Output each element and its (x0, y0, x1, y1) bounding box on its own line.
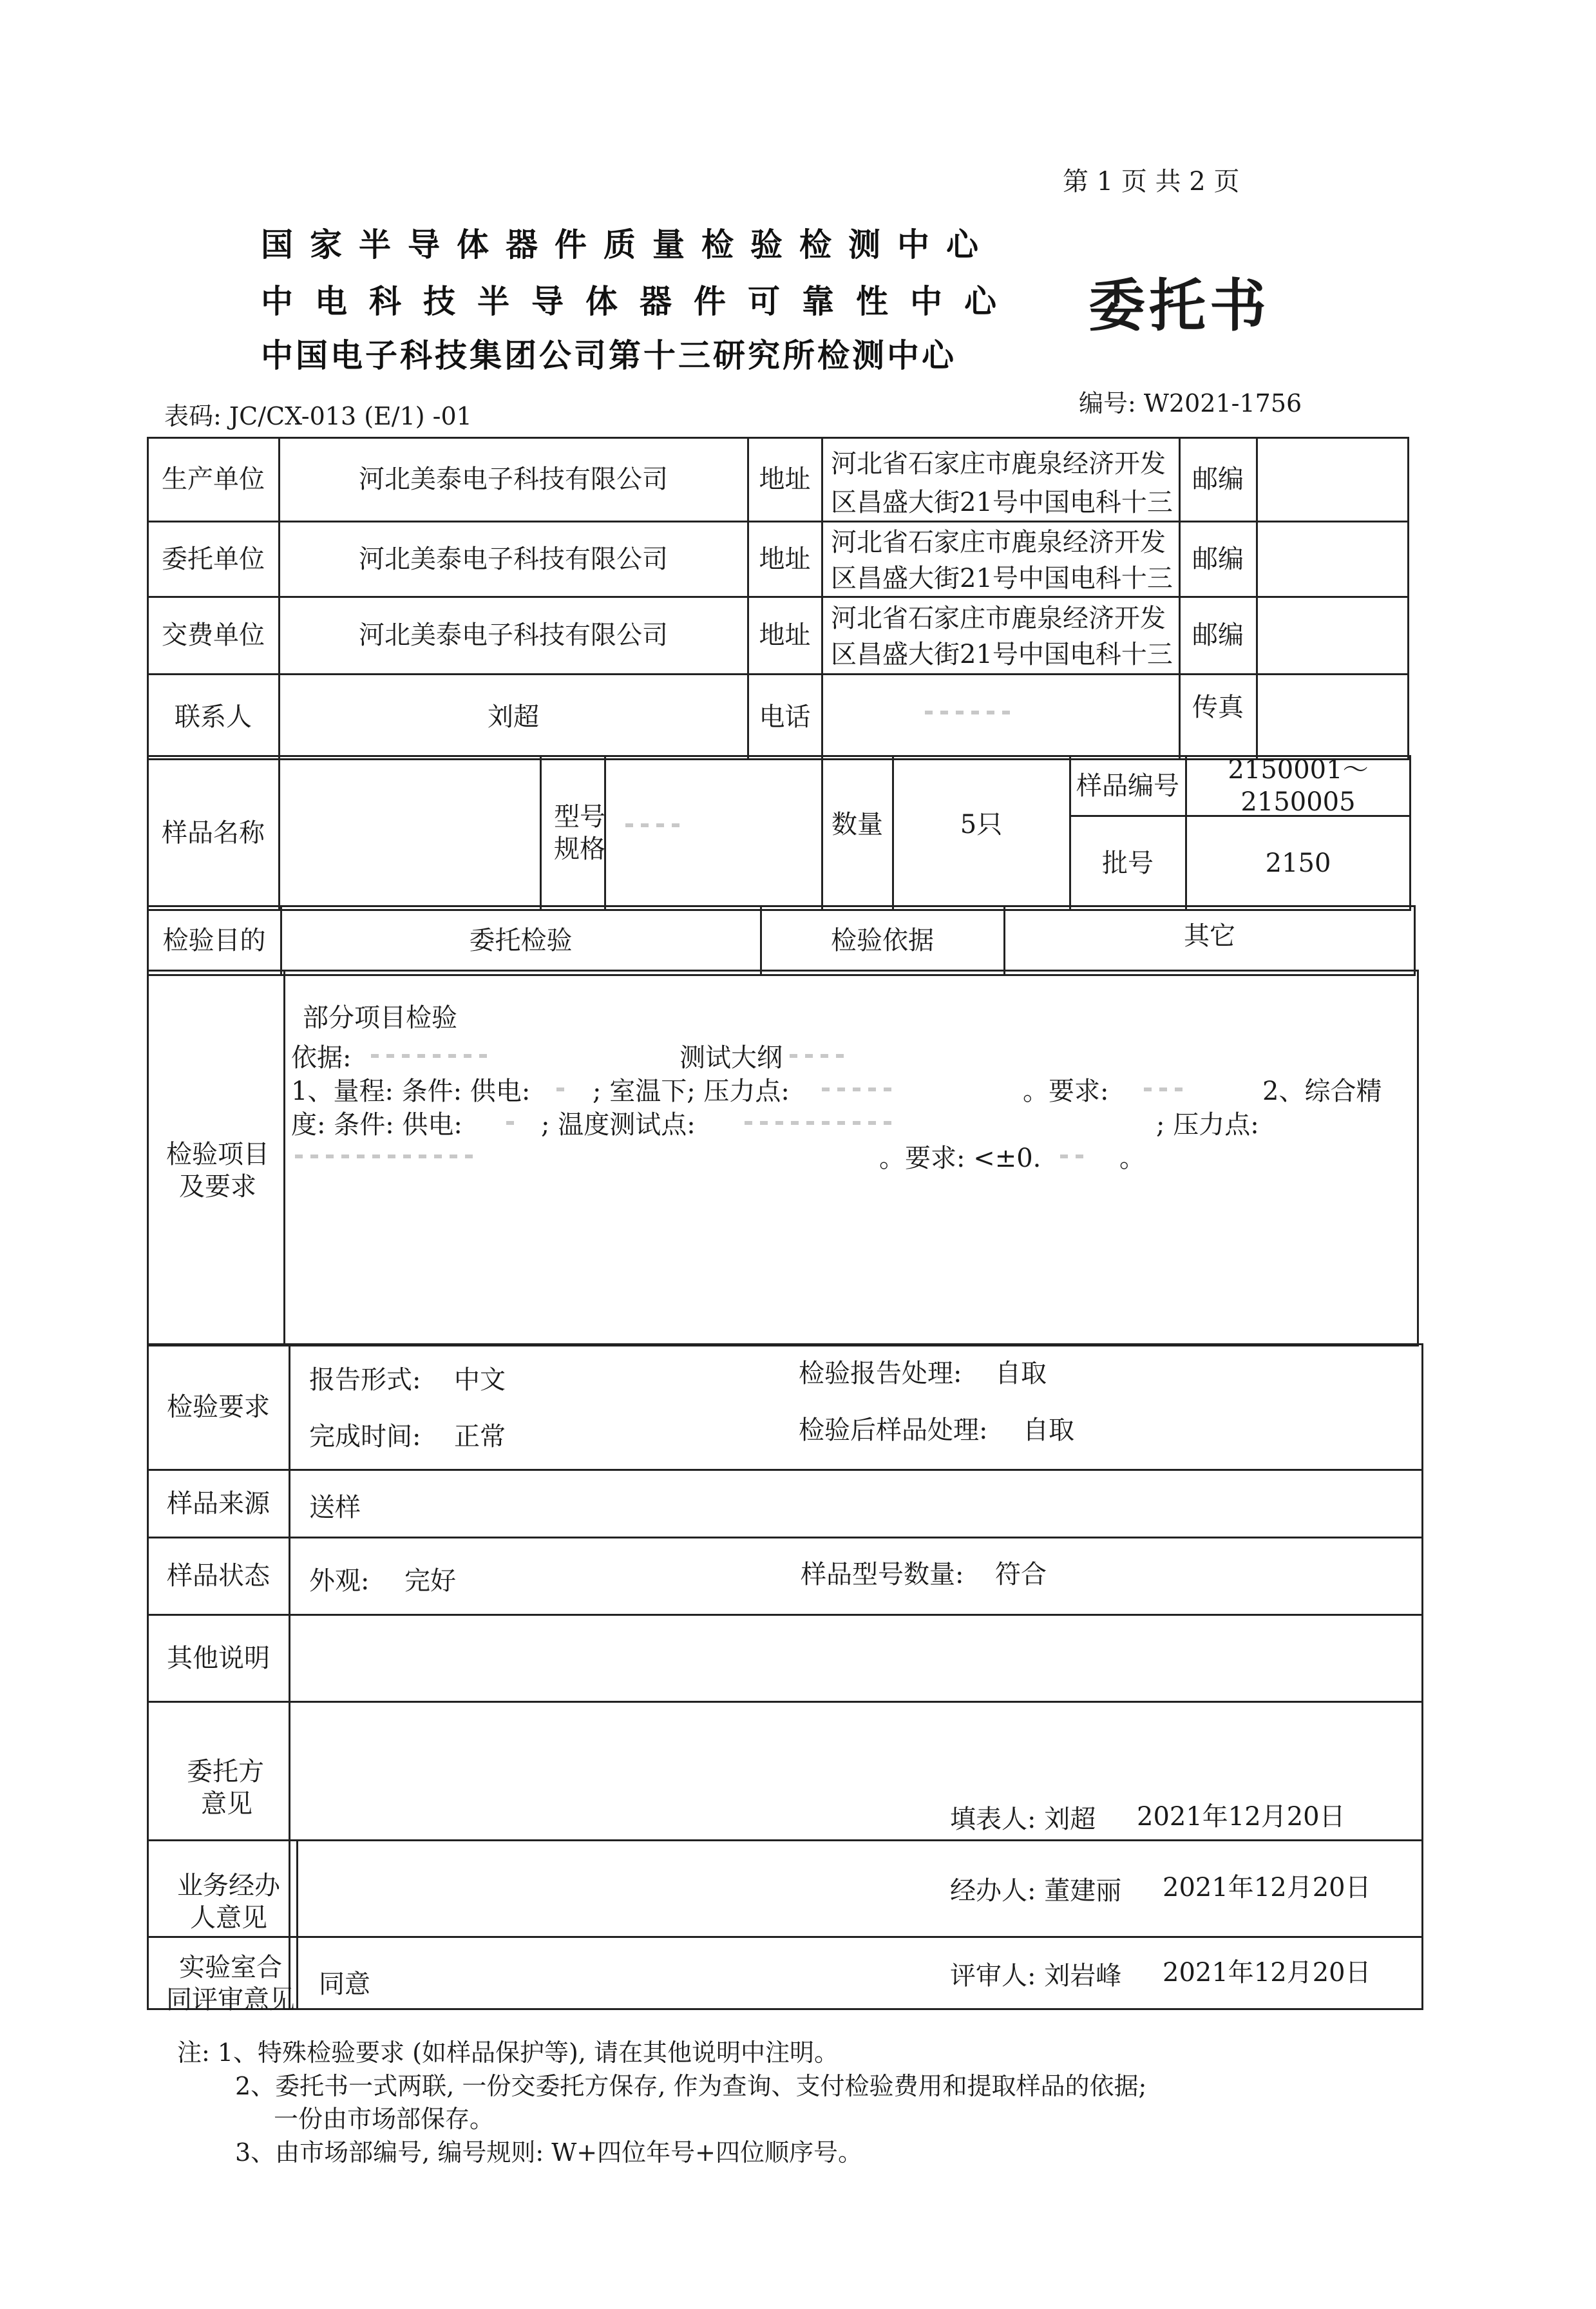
payer-address-line1: 河北省石家庄市鹿泉经济开发 (831, 604, 1166, 633)
business-opinion-label-1: 业务经办 (177, 1871, 280, 1901)
items-line-5b: 。 (1119, 1144, 1145, 1173)
purpose-value: 委托检验 (469, 926, 573, 955)
items-line-3b: ; 室温下; 压力点: (593, 1077, 790, 1106)
finish-time-value: 正常 (454, 1422, 506, 1452)
client-address-line1: 河北省石家庄市鹿泉经济开发 (831, 528, 1166, 557)
accuracy-redacted (1056, 1149, 1114, 1157)
items-label-2: 及要求 (179, 1172, 256, 1202)
batch-value: 2150 (1265, 848, 1331, 878)
quantity-value: 5只 (960, 810, 1003, 839)
payer-zip-label: 邮编 (1192, 620, 1244, 650)
business-opinion-label-2: 人意见 (190, 1903, 267, 1933)
lab-opinion-value: 同意 (319, 1969, 370, 1999)
batch-label: 批号 (1102, 848, 1154, 878)
note-1: 注: 1、特殊检验要求 (如样品保护等), 请在其他说明中注明。 (177, 2038, 839, 2067)
note-2: 2、委托书一式两联, 一份交委托方保存, 作为查询、支付检验费用和提取样品的依据; (235, 2072, 1147, 2100)
model-label-2: 规格 (554, 834, 605, 864)
producer-address-label: 地址 (759, 465, 811, 494)
source-label: 样品来源 (167, 1488, 270, 1519)
sample-name-label: 样品名称 (162, 818, 265, 848)
producer-address-line2: 区昌盛大街21号中国电科十三 (831, 488, 1173, 517)
phone-redacted (921, 705, 1088, 718)
lab-opinion-label-1: 实验室合 (179, 1953, 282, 1982)
serial-number: 编号: W2021-1756 (1079, 389, 1302, 417)
report-handle-value: 自取 (995, 1359, 1047, 1388)
payer-label: 交费单位 (162, 620, 265, 650)
report-form-value: 中文 (454, 1365, 506, 1395)
report-handle-label: 检验报告处理: (799, 1359, 962, 1388)
contact-label: 联系人 (175, 702, 252, 732)
client-opinion-signer: 填表人: 刘超 (950, 1805, 1096, 1834)
client-opinion-date: 2021年12月20日 (1137, 1802, 1345, 1832)
appearance-label: 外观: (309, 1566, 370, 1596)
basis-code-redacted (786, 1049, 934, 1057)
producer-label: 生产单位 (162, 465, 265, 494)
finish-time-label: 完成时间: (309, 1422, 421, 1452)
range-req-redacted (1140, 1082, 1256, 1090)
lab-opinion-signer: 评审人: 刘岩峰 (950, 1961, 1122, 1991)
items-line-3c: 。要求: (1023, 1077, 1109, 1106)
basis-value: 其它 (1184, 921, 1235, 951)
model-label-1: 型号 (554, 802, 605, 832)
basis-label: 检验依据 (831, 926, 934, 955)
client-opinion-label-1: 委托方 (187, 1757, 264, 1787)
pressure-points-redacted (291, 1149, 871, 1157)
pressure-redacted (818, 1082, 1018, 1090)
items-line-4c: ; 压力点: (1156, 1110, 1259, 1140)
quantity-label: 数量 (831, 810, 883, 839)
model-qty-label: 样品型号数量: (801, 1560, 964, 1589)
sample-number-label: 样品编号 (1076, 771, 1179, 801)
business-opinion-date: 2021年12月20日 (1163, 1873, 1371, 1902)
report-form-label: 报告形式: (309, 1365, 421, 1395)
form-code: 表码: JC/CX-013 (E/1) -01 (164, 402, 472, 430)
phone-label: 电话 (759, 702, 811, 732)
requirements-label: 检验要求 (167, 1392, 270, 1422)
basis-doc-redacted (367, 1049, 670, 1057)
temperature-redacted (741, 1116, 1153, 1124)
payer-name: 河北美泰电子科技有限公司 (359, 620, 668, 650)
lab-opinion-label-2: 同评审意见 (166, 1985, 295, 2015)
appearance-value: 完好 (404, 1566, 456, 1596)
model-redacted (622, 818, 763, 829)
items-line-3: 1、量程: 条件: 供电: (291, 1077, 531, 1106)
source-value: 送样 (309, 1493, 361, 1522)
state-label: 样品状态 (167, 1561, 270, 1591)
fax-label: 传真 (1192, 693, 1244, 722)
payer-address-label: 地址 (759, 620, 811, 650)
note-3: 3、由市场部编号, 编号规则: W+四位年号+四位顺序号。 (235, 2138, 862, 2167)
client-address-label: 地址 (759, 544, 811, 574)
sample-number-value: 2150001～2150005 (1228, 754, 1369, 817)
items-label-1: 检验项目 (166, 1140, 269, 1169)
page-number: 第 1 页 共 2 页 (1063, 167, 1240, 196)
client-zip (1258, 522, 1407, 595)
org-name-1: 国家半导体器件质量检验检测中心 (261, 226, 995, 263)
business-opinion-signer: 经办人: 董建丽 (950, 1876, 1122, 1906)
producer-name: 河北美泰电子科技有限公司 (359, 465, 668, 494)
after-test-label: 检验后样品处理: (799, 1415, 988, 1445)
client-opinion-label-2: 意见 (201, 1789, 252, 1819)
purpose-label: 检验目的 (162, 926, 266, 955)
client-zip-label: 邮编 (1192, 544, 1244, 574)
model-qty-value: 符合 (995, 1560, 1047, 1589)
producer-address-line1: 河北省石家庄市鹿泉经济开发 (831, 449, 1166, 479)
other-label: 其他说明 (167, 1643, 270, 1673)
document-title: 委托书 (1088, 272, 1271, 339)
items-line-3d: 2、综合精 (1262, 1077, 1382, 1106)
note-2-continued: 一份由市场部保存。 (274, 2105, 495, 2133)
payer-zip (1258, 598, 1407, 673)
producer-zip-label: 邮编 (1192, 465, 1244, 494)
items-line-5: 。要求: <±0. (879, 1144, 1041, 1173)
items-line-1: 部分项目检验 (303, 1003, 457, 1033)
items-line-2a: 依据: (291, 1043, 352, 1073)
client-name: 河北美泰电子科技有限公司 (359, 544, 668, 574)
org-name-3: 中国电子科技集团公司第十三研究所检测中心 (261, 337, 956, 374)
contact-name: 刘超 (488, 702, 539, 732)
items-line-2b: 测试大纲 (679, 1043, 783, 1073)
items-line-4: 度: 条件: 供电: (291, 1110, 462, 1140)
org-name-2: 中电科技半导体器件可靠性中心 (261, 283, 1018, 320)
lab-opinion-date: 2021年12月20日 (1163, 1958, 1371, 1988)
producer-zip (1258, 439, 1407, 520)
supply-redacted (553, 1082, 591, 1090)
items-line-4b: ; 温度测试点: (541, 1110, 696, 1140)
client-address-line2: 区昌盛大街21号中国电科十三 (831, 564, 1173, 593)
payer-address-line2: 区昌盛大街21号中国电科十三 (831, 640, 1173, 669)
after-test-value: 自取 (1023, 1415, 1074, 1445)
client-label: 委托单位 (162, 544, 265, 574)
